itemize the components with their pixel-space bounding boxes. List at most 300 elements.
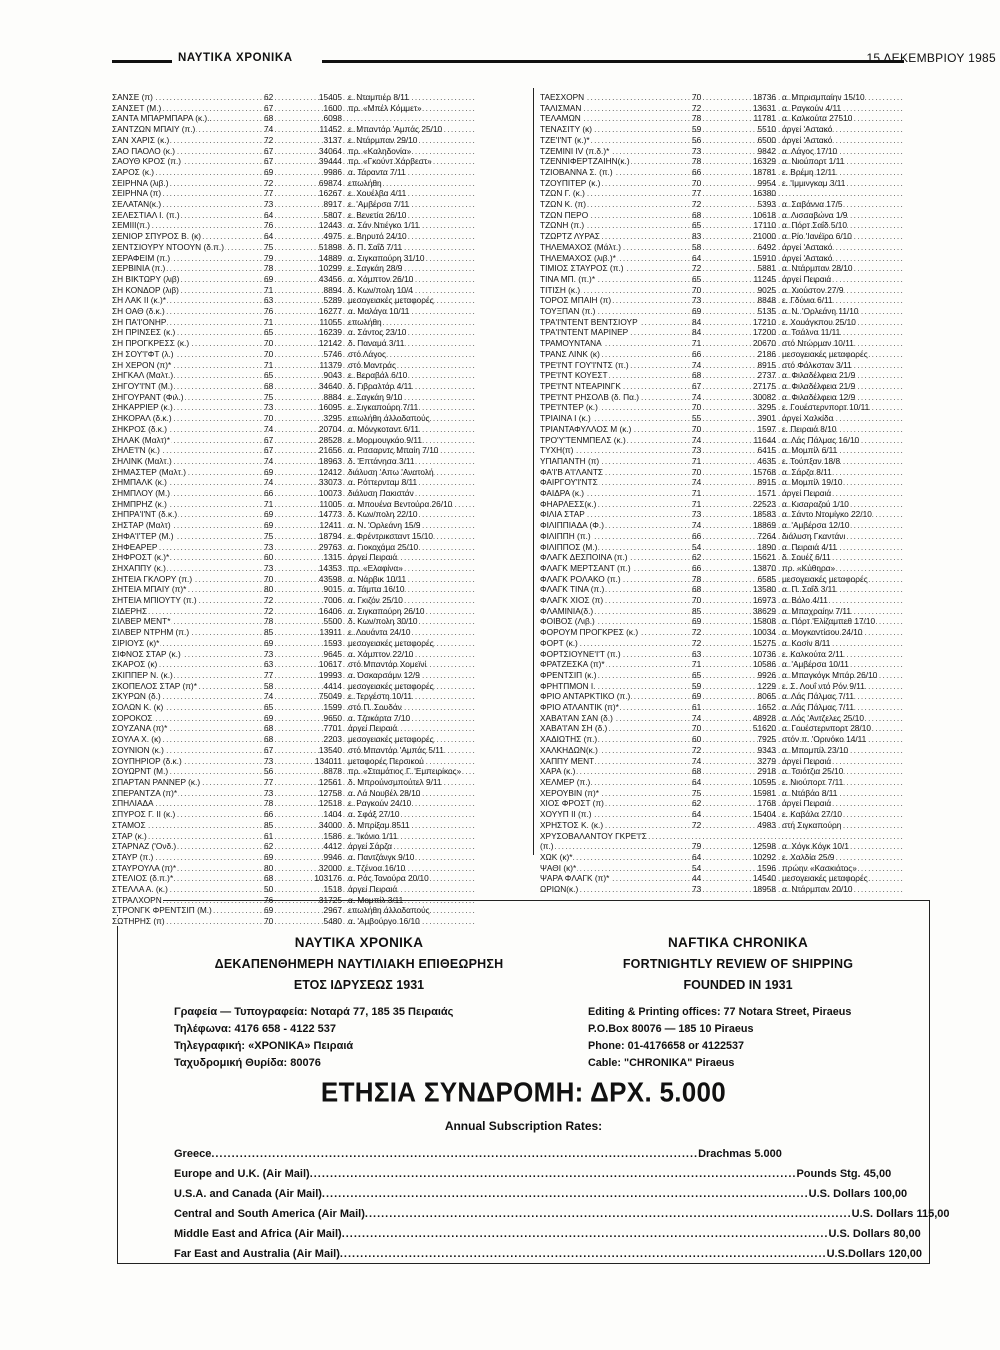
ship-name	[112, 220, 262, 231]
ship-status: α. Σάρζα 8/11	[782, 466, 832, 477]
ship-name-text: ΣΙΡΙΟΥΣ (κ)*	[112, 637, 160, 648]
ship-name	[112, 873, 262, 884]
ship-status: άργεί Πειραιά	[782, 755, 832, 766]
ship-tonnage: 4412	[323, 841, 342, 852]
ship-name	[112, 477, 262, 488]
ship-tonnage: 11781	[753, 113, 776, 124]
ship-status: άργεί Πειραιά	[782, 798, 832, 809]
ship-name-text: ΣΑΝΤΑ ΜΠΑΡΜΠΑΡΑ (κ.)..	[112, 113, 212, 124]
ship-name	[540, 349, 690, 360]
ship-status: α. Ραγκούν 4/11	[782, 102, 842, 113]
ship-built-year: 68	[692, 370, 702, 381]
ship-name	[112, 745, 262, 756]
ship-built-year: 63	[692, 648, 702, 659]
ship-name	[112, 349, 262, 360]
ship-row	[112, 873, 528, 884]
ship-tonnage: 3295	[757, 402, 776, 413]
ship-status: α. Τάραντα 7/11	[348, 166, 406, 177]
ship-built-year: 72	[692, 637, 702, 648]
ship-name-text: (π.)	[540, 841, 554, 852]
ship-name-text: ΤΟΥΞΠΑΝ (π.)	[540, 306, 596, 317]
ship-name	[540, 574, 690, 585]
ship-built-year: 66	[692, 348, 702, 359]
ship-row	[112, 702, 528, 713]
ship-status: άργεί 'Αστακό	[782, 252, 833, 263]
ship-tonnage: 18794	[318, 530, 342, 541]
ship-built-year: 74	[264, 124, 274, 135]
ship-tonnage: 43598	[318, 573, 342, 584]
greek-founded: ΕΤΟΣ ΙΔΡΥΣΕΩΣ 1931	[293, 978, 425, 992]
ship-status: δ. 'Επτάνησα 3/11	[348, 455, 415, 466]
header-rule-left	[112, 60, 172, 63]
ship-name	[112, 584, 262, 595]
ship-status: άργεί Πειραιά	[348, 884, 398, 895]
ship-built-year: 61	[264, 830, 274, 841]
ship-built-year: 68	[692, 584, 702, 595]
ship-tonnage: 4414	[323, 680, 342, 691]
ship-name	[112, 638, 262, 649]
ship-row	[112, 295, 528, 306]
ship-status: ε. Τζένοα 16/10	[348, 862, 406, 873]
ship-status: α. Σάντος 23/10	[348, 327, 407, 338]
ship-row	[540, 349, 940, 360]
ship-name	[540, 381, 690, 392]
ship-status: μεσογειακές μεταφορές	[348, 680, 434, 691]
ship-name	[112, 113, 262, 124]
ship-name	[540, 766, 690, 777]
ship-status: α. Ντάβάο 8/11	[782, 787, 838, 798]
english-subtitle: FORTNIGHTLY REVIEW OF SHIPPING	[622, 957, 854, 971]
ship-tonnage: 15808	[752, 616, 776, 627]
ship-name	[112, 381, 262, 392]
ship-tonnage: 1404	[323, 809, 342, 820]
ship-name	[112, 231, 262, 242]
ship-row	[112, 253, 528, 264]
ship-tonnage: 1599	[323, 702, 342, 713]
ship-name-text: ΣΙΛΒΕΡ ΝΤΡΗΜ (π.)	[112, 627, 190, 638]
ship-name-text: ΤΖΩΝ Κ. (π)	[540, 199, 587, 210]
ship-tonnage: 6098	[323, 113, 342, 124]
ship-tonnage: 12443	[318, 220, 342, 231]
ship-name	[112, 509, 262, 520]
ship-status: ε. Σ. Λουΐ ντό Ρόν 9/11	[782, 680, 865, 691]
ship-name	[112, 124, 262, 135]
ship-name-text: ΦΡΑΤΖΕΣΚΑ (π)*	[540, 659, 605, 670]
ship-row	[112, 616, 528, 627]
ship-tonnage: 27175	[752, 380, 776, 391]
ship-status: ε. Σαγκάη 28/9	[348, 263, 403, 274]
greek-subtitle: ΔΕΚΑΠΕΝΘΗΜΕΡΗ ΝΑΥΤΙΛΙΑΚΗ ΕΠΙΘΕΩΡΗΣΗ	[214, 957, 504, 971]
greek-pobox: Ταχυδρομική Θυρίδα: 80076	[174, 1057, 321, 1069]
ship-status: α. 'Αμβέρσα 10/11	[782, 659, 849, 670]
ship-built-year: 77	[264, 188, 274, 199]
ship-status: α. Καλκούτα 27510	[782, 113, 853, 124]
ship-name-text: ΦΑ'Ι'Β Α'Ι'ΛΑΝΤΣ	[540, 466, 604, 477]
ship-name	[112, 285, 262, 296]
ship-built-year: 74	[264, 477, 274, 488]
ship-status: α. Μπουένα Βεντούρα 26/10	[348, 498, 453, 509]
ship-name-text: ΦΡΙΟ ΑΤΛΑΝΤΙΚ (π)*	[540, 702, 619, 713]
ship-status: α. Νιούπορτ 1/11	[782, 156, 845, 167]
ship-name-text: ΣΕΛΑΤΑΝ(κ.)	[112, 199, 162, 210]
ship-name-text: ΦΡΙΟ ΑΝΤΑΡΚΤΙΚΟ (π.)	[540, 691, 631, 702]
ship-tonnage: 18869	[752, 520, 776, 531]
ship-status: α. Φιλαδέλφεια 12/9	[782, 391, 856, 402]
ship-built-year: 63	[264, 659, 274, 670]
ship-built-year: 58	[692, 241, 702, 252]
ship-name-text: ΣΤΑΥΡ (π.)	[112, 851, 154, 862]
ship-row	[540, 274, 940, 285]
ship-status: ε. Φρέντρικσταντ 15/10	[348, 530, 433, 541]
ship-built-year: 72	[264, 134, 274, 145]
ship-built-year: 70	[264, 413, 274, 424]
rate-row	[174, 1204, 950, 1224]
ship-name-text: ΤΗΛΕΜΑΧΟΣ (λιβ.)*	[540, 252, 616, 263]
ship-row	[112, 841, 528, 852]
ship-built-year: 71	[692, 488, 702, 499]
ship-tonnage: 5807	[323, 209, 342, 220]
ship-name	[540, 616, 690, 627]
ship-built-year: 84	[692, 316, 702, 327]
ship-status: α. Παντζάνγκ 9/10	[348, 851, 415, 862]
ship-name-text: ΣΙΛΒΕΡ ΜΕΝΤ*	[112, 616, 171, 627]
ship-name	[540, 178, 690, 189]
ship-tonnage: 13870	[752, 562, 776, 573]
ship-built-year: 69	[692, 616, 702, 627]
ship-row	[112, 306, 528, 317]
ship-row	[540, 402, 940, 413]
ship-name	[112, 360, 262, 371]
ship-name-text: ΤΖΙΟΒΑΝΝΑ Σ. (π.)	[540, 166, 613, 177]
ship-status: επωλήθη	[348, 316, 382, 327]
ship-built-year: 70	[264, 916, 274, 927]
ship-tonnage: 9946	[323, 851, 342, 862]
ship-status: α. Βόλο 4/11	[782, 595, 828, 606]
ship-tonnage: 22523	[752, 498, 776, 509]
ship-name	[540, 220, 690, 231]
rate-amount: U.S. Dollars 80,00	[828, 1228, 921, 1240]
ship-name-text: ΤΖΩΝ ΠΕΡΟ	[540, 209, 589, 220]
ship-status: διάλυση 'Απω 'Ανατολή	[348, 466, 434, 477]
ship-built-year: 54	[692, 862, 702, 873]
ship-name	[540, 713, 690, 724]
ship-row	[112, 831, 528, 842]
ship-row	[112, 713, 528, 724]
ship-name-text: ΤΡΟ'Υ'ΤΕΝΜΠΕΛΣ (κ.)	[540, 434, 626, 445]
ship-status: ε. 'Ιμμινγκαμ 3/11	[782, 177, 846, 188]
ship-built-year: 70	[692, 595, 702, 606]
column-divider	[533, 88, 534, 855]
ship-status: α. Όσκαρσάμν 12/9	[348, 669, 420, 680]
ship-status: στόν π. 'Ορινόκο 14/11	[782, 734, 867, 745]
ship-row	[540, 520, 940, 531]
ship-name	[112, 499, 262, 510]
ship-built-year: 66	[692, 562, 702, 573]
ship-status: α. Χάμπτον 26/10	[348, 273, 414, 284]
ship-status: α. Ρίο 'Ιανέϊρο 6/10	[782, 231, 852, 242]
ship-built-year: 71	[264, 284, 274, 295]
ship-tonnage: 43456	[318, 273, 342, 284]
ship-name	[112, 520, 262, 531]
ship-row	[112, 627, 528, 638]
ship-tonnage: 13580	[752, 584, 776, 595]
ship-built-year: 65	[692, 273, 702, 284]
ship-name-text: ΣΚΟΠΕΛΟΣ ΣΤΑΡ (π)*	[112, 680, 197, 691]
ship-name-text: ΣΗΣΤΑΡ (Μαλτ)	[112, 520, 171, 531]
ship-name-text: ΤΖΕ'Ι'ΝΤ (κ.)*	[540, 134, 590, 145]
ship-row	[112, 520, 528, 531]
ship-status: στό Μπαντάρ Χομεϊνί	[348, 659, 427, 670]
ship-status: α. Νάρβικ 10/11	[348, 573, 407, 584]
ship-tonnage: 10617	[318, 659, 342, 670]
ship-status: ε. Πειραιά 8/10	[782, 423, 837, 434]
ship-tonnage: 7006	[323, 595, 342, 606]
ship-status: ε. Νιούπορτ 7/11	[782, 777, 844, 787]
ship-name-text: ΣΑΟ ΠΑΟΛΟ (κ.)	[112, 145, 176, 156]
ship-name-text: ΤΑΕΣΧΟΡΝ	[540, 92, 585, 102]
ship-row	[112, 820, 528, 831]
ship-built-year: 70	[264, 338, 274, 349]
ship-built-year: 77	[692, 188, 702, 199]
ship-tonnage: 9650	[323, 712, 342, 723]
ship-built-year: 74	[692, 712, 702, 723]
ship-tonnage: 18781	[752, 166, 776, 177]
ship-row	[112, 574, 528, 585]
ship-name	[540, 274, 690, 285]
ship-status: άργεί Πειραιά	[348, 723, 398, 734]
ship-row	[112, 649, 528, 660]
ship-row	[112, 392, 528, 403]
ship-tonnage: 28528	[318, 434, 342, 445]
ship-row	[112, 884, 528, 895]
ship-built-year: 67	[692, 380, 702, 391]
rate-region: Middle East and Africa (Air Mail)	[174, 1228, 342, 1240]
ship-status: στή Σιγκαπούρη	[782, 819, 842, 830]
ship-built-year: 68	[264, 873, 274, 884]
ship-built-year: 72	[692, 819, 702, 830]
ship-built-year: 69	[264, 637, 274, 648]
ship-tonnage: 38629	[752, 605, 776, 616]
ship-name	[540, 520, 690, 531]
ship-tonnage: 34064	[318, 145, 342, 156]
ship-built-year: 69	[692, 691, 702, 702]
ship-built-year: 75	[264, 530, 274, 541]
ship-name-text: ΣΗΛΙΝΚ (Μαλτ.)	[112, 455, 172, 466]
ship-tonnage: 34640	[318, 380, 342, 391]
ship-name	[112, 798, 262, 809]
ship-name-text: ΣΙΦΝΟΣ ΣΤΑΡ (κ.)	[112, 648, 181, 659]
ship-built-year: 66	[264, 488, 274, 499]
ship-built-year: 69	[264, 520, 274, 531]
ship-built-year: 72	[692, 744, 702, 755]
ship-tonnage: 3295	[323, 413, 342, 424]
ship-built-year: 73	[692, 509, 702, 520]
ship-tonnage: 8894	[323, 284, 342, 295]
ship-tonnage: 51898	[318, 241, 342, 252]
ship-name	[112, 595, 262, 606]
ship-name	[540, 542, 690, 553]
ship-tonnage: 17200	[752, 327, 776, 338]
ship-status: ε. Χουέλβα 4/11	[348, 188, 407, 199]
ship-name-text: ΣΗΚΟΡΑΛ (δ.κ.)	[112, 413, 172, 424]
ship-status: α. Γκιζόν 25/10	[348, 595, 403, 606]
ship-status: ε. 'Ικόνιο 1/11	[348, 830, 398, 841]
ship-status: διάλυση Πακιστάν	[348, 488, 414, 499]
ship-built-year: 70	[692, 177, 702, 188]
ship-row	[112, 103, 528, 114]
ship-built-year: 64	[264, 231, 274, 242]
ship-status: α. Φιλαδέλφεια 21/9	[782, 370, 856, 381]
ship-name	[540, 456, 690, 467]
ship-row	[540, 231, 940, 242]
ship-name	[112, 263, 262, 274]
ship-row	[540, 852, 940, 863]
ship-row	[540, 627, 940, 638]
ship-row	[540, 509, 940, 520]
ship-tonnage: 11005	[319, 498, 342, 509]
ship-built-year: 66	[264, 809, 274, 820]
ship-name	[112, 338, 262, 349]
ship-row	[540, 263, 940, 274]
ship-built-year: 75	[264, 241, 274, 252]
ship-name	[112, 831, 262, 842]
ship-name	[112, 199, 262, 210]
ship-tonnage: 11055	[319, 316, 342, 327]
rates-heading: Annual Subscription Rates:	[444, 1119, 603, 1133]
ship-name-text: ΧΙΟΣ ΦΡΟΣΤ (π)	[540, 798, 604, 809]
ship-tonnage: 5480	[323, 916, 342, 927]
ship-name-text: ΤΡΕ'Ι'ΝΤΕΡ (κ.)	[540, 402, 598, 413]
ship-row	[540, 113, 940, 124]
ship-row	[540, 370, 940, 381]
ship-row	[112, 467, 528, 478]
ship-tonnage: 2737	[757, 370, 776, 381]
ship-name-text: ΣΙΔΕΡΗΣ	[112, 605, 148, 616]
ship-row	[112, 338, 528, 349]
ship-row	[112, 435, 528, 446]
ship-tonnage: 1593	[323, 637, 342, 648]
ship-row	[540, 92, 940, 103]
ship-tonnage: 9926	[757, 669, 776, 680]
ship-status: μεσογειακές μεταφορές	[348, 734, 434, 745]
ship-status: α. Τσάλνα 11/11	[782, 327, 841, 338]
ship-built-year: 76	[264, 894, 274, 905]
ship-row	[540, 178, 940, 189]
ship-name	[540, 113, 690, 124]
ship-name	[112, 659, 262, 670]
ship-status: πρ. «Σταμάτιος Γ. 'Εμπειρίκος»	[348, 766, 462, 777]
ship-built-year: 56	[264, 766, 274, 777]
ship-name	[112, 627, 262, 638]
ship-tonnage: 10073	[318, 488, 342, 499]
ship-built-year: 68	[264, 380, 274, 391]
ship-row	[112, 360, 528, 371]
ship-row	[540, 649, 940, 660]
ship-tonnage: 2203	[323, 734, 342, 745]
ship-row	[540, 606, 940, 617]
ship-tonnage: 4975	[323, 231, 342, 242]
ship-tonnage: 5881	[757, 263, 776, 274]
ship-name	[540, 670, 690, 681]
ship-name-text: ΣΕΡΑΦΕΙΜ (π.)	[112, 252, 171, 263]
ship-status: δ. Κων/πολη 10/4	[348, 284, 413, 295]
ship-row	[112, 242, 528, 253]
ship-name	[540, 756, 690, 767]
ship-name	[540, 402, 690, 413]
ship-name	[112, 317, 262, 328]
ship-name	[540, 295, 690, 306]
ship-name	[540, 552, 690, 563]
ship-name-text: ΣΗΤΕΙΑ ΓΚΛΟΡΥ (π.)	[112, 573, 193, 584]
ship-row	[540, 199, 940, 210]
ship-row	[112, 146, 528, 157]
rate-amount: Pounds Stg. 45,00	[796, 1168, 892, 1180]
ship-tonnage: 12758	[318, 787, 342, 798]
ship-row	[540, 338, 940, 349]
ship-tonnage: 9043	[323, 370, 342, 381]
ship-status: α. Μογκαντίσου 24/10	[782, 627, 863, 638]
ship-row	[540, 584, 940, 595]
ship-name	[112, 306, 262, 317]
ship-tonnage: 1571	[757, 488, 776, 499]
ship-name-text: ΣΕΡΒΙΝΙΑ (π.)	[112, 263, 166, 274]
ship-row	[112, 691, 528, 702]
ship-name	[540, 745, 690, 756]
ship-tonnage: 16329	[752, 156, 776, 167]
ship-row	[540, 467, 940, 478]
ship-row	[540, 392, 940, 403]
ship-status: μεταφορές Περσικού	[348, 755, 424, 766]
ship-name-text: ΦΑΙΔΡΑ (κ.)	[540, 488, 585, 499]
ship-name-text: ΤΙΝΑ ΜΠ. (π.)*	[540, 273, 596, 284]
ship-name	[112, 713, 262, 724]
ship-tonnage: 9954	[757, 177, 776, 188]
ship-status: στό Π. Σουδάν	[348, 702, 402, 713]
ship-built-year: 73	[264, 199, 274, 210]
ship-status: ε. Ραγκούν 24/10	[348, 798, 412, 809]
ship-name-text: ΣΗΓΟΥΡΑΝΤ (Φιλ.)	[112, 391, 184, 402]
ship-row	[112, 670, 528, 681]
ship-name	[112, 456, 262, 467]
ship-tonnage: 16406	[318, 605, 342, 616]
ship-row	[540, 167, 940, 178]
ship-status: ε. Λουάντα 24/10	[348, 627, 411, 638]
ship-tonnage: 9986	[323, 166, 342, 177]
ship-tonnage: 9842	[757, 145, 776, 156]
ship-tonnage: 12598	[752, 841, 776, 852]
ship-status: πρ. «Μπέλ Κόμμετ»	[348, 102, 422, 113]
ship-name-text: ΦΟΡΤ (κ.)	[540, 637, 578, 648]
ship-name-text: ΤΙΤΙΣΗ (κ.)	[540, 284, 581, 295]
ship-built-year: 68	[264, 734, 274, 745]
ship-built-year: 67	[264, 102, 274, 113]
ship-row	[112, 124, 528, 135]
ship-tonnage: 3137	[323, 134, 342, 145]
ship-built-year: 70	[264, 573, 274, 584]
ship-row	[112, 788, 528, 799]
ship-name	[112, 841, 262, 852]
ship-name	[112, 702, 262, 713]
ship-tonnage: 3901	[757, 413, 776, 424]
ship-name	[540, 327, 690, 338]
ship-status: α. Χόγκ Κόγκ 10/1	[782, 841, 849, 852]
ship-built-year: 74	[264, 691, 274, 702]
ship-tonnage: 21000	[752, 231, 776, 242]
ship-name-text: ΣΤΕΛΙΟΣ (δ.π.)*	[112, 873, 174, 884]
ship-row	[540, 295, 940, 306]
ship-status: δ. Παναμά 3/11	[348, 338, 405, 349]
ship-name	[112, 210, 262, 221]
